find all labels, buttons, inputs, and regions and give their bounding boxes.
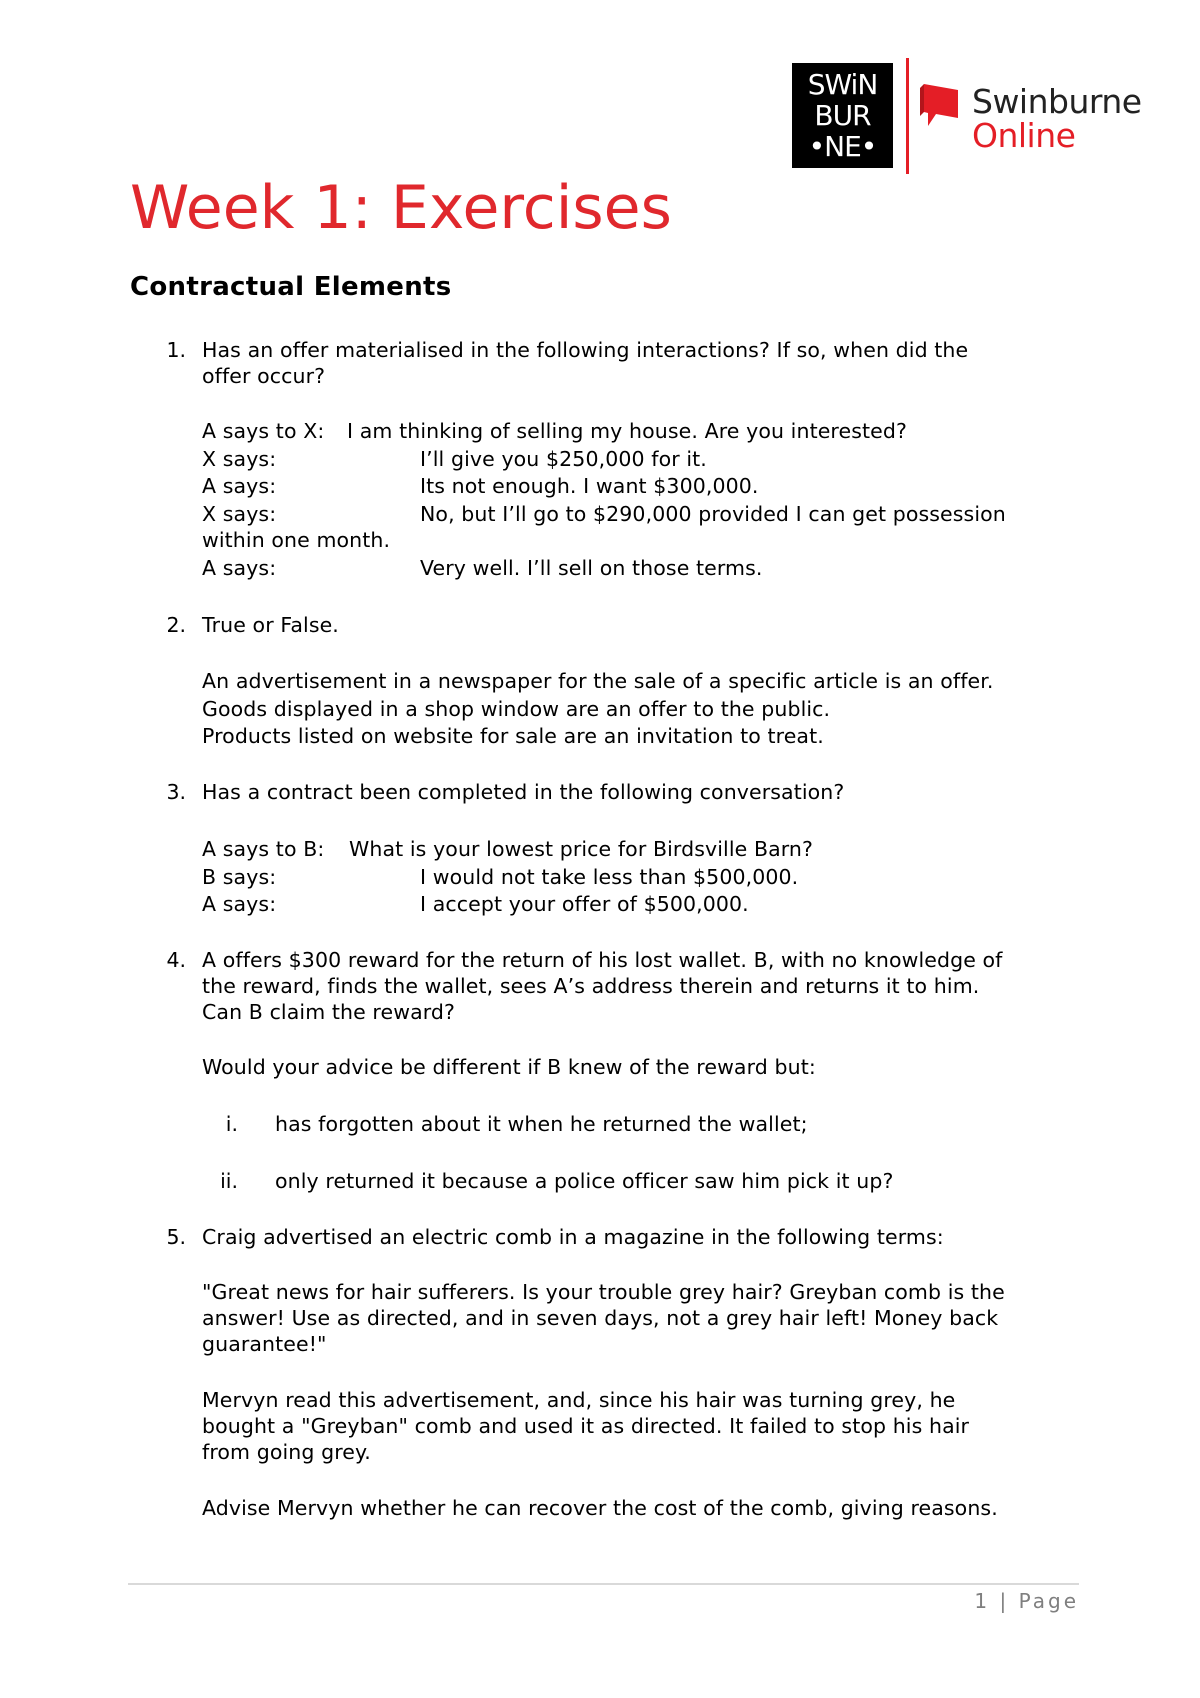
question-4-text-cont: the reward, finds the wallet, sees A’s address therein and returns it to him.	[202, 974, 980, 998]
question-5-text: Craig advertised an electric comb in a magazine in the following terms:	[202, 1225, 944, 1249]
logo-line-1: SWiN	[807, 68, 878, 101]
logo-divider	[906, 58, 909, 174]
question-3-number: 3.	[166, 780, 186, 804]
statement: An advertisement in a newspaper for the sale of a specific article is an offer.	[202, 669, 994, 693]
brand-name-line-2: Online	[972, 116, 1076, 155]
dialogue-line: I’ll give you $250,000 for it.	[420, 447, 707, 471]
question-4-text-cont: Can B claim the reward?	[202, 1000, 456, 1024]
dialogue-speaker: X says:	[202, 447, 277, 471]
question-1-number: 1.	[166, 338, 186, 362]
sub-item-number: i.	[225, 1112, 238, 1136]
dialogue-speaker: X says:	[202, 502, 277, 526]
page-number: 1	[974, 1589, 991, 1613]
scenario-text: Mervyn read this advertisement, and, since his hair was turning grey, he	[202, 1388, 956, 1412]
advertisement-quote-cont: answer! Use as directed, and in seven days, not a grey hair left! Money back	[202, 1306, 999, 1330]
dialogue-line: Its not enough. I want $300,000.	[420, 474, 759, 498]
sub-item-text: has forgotten about it when he returned the wallet;	[275, 1112, 808, 1136]
speech-bubble-icon	[918, 82, 962, 130]
footer-divider	[128, 1583, 1079, 1585]
question-1-text: Has an offer materialised in the following interactions? If so, when did the	[202, 338, 969, 362]
logo-line-3: •NE•	[808, 130, 877, 163]
question-4-text: A offers $300 reward for the return of his lost wallet. B, with no knowledge of	[202, 948, 1003, 972]
question-2-number: 2.	[166, 613, 186, 637]
dialogue-line: I would not take less than $500,000.	[420, 865, 799, 889]
swinburne-logo-mark	[792, 63, 893, 168]
dialogue-speaker: A says:	[202, 474, 277, 498]
question-1-text-cont: offer occur?	[202, 364, 326, 388]
dialogue-speaker: A says to B:	[202, 837, 325, 861]
question-5-number: 5.	[166, 1225, 186, 1249]
dialogue-line: What is your lowest price for Birdsville Barn?	[349, 837, 814, 861]
page-label: Page	[1018, 1589, 1079, 1613]
question-2-text: True or False.	[202, 613, 339, 637]
sub-item-number: ii.	[220, 1169, 238, 1193]
section-heading: Contractual Elements	[130, 272, 452, 302]
dialogue-speaker: A says:	[202, 892, 277, 916]
brand-name-line-1: Swinburne	[972, 82, 1142, 121]
statement: Goods displayed in a shop window are an offer to the public.	[202, 697, 831, 721]
scenario-text-cont: from going grey.	[202, 1440, 371, 1464]
dialogue-line-cont: within one month.	[202, 528, 391, 552]
question-3-text: Has a contract been completed in the following conversation?	[202, 780, 845, 804]
dialogue-speaker: A says to X:	[202, 419, 325, 443]
statement: Products listed on website for sale are an invitation to treat.	[202, 724, 824, 748]
follow-up-text: Would your advice be different if B knew of the reward but:	[202, 1055, 816, 1079]
dialogue-speaker: A says:	[202, 556, 277, 580]
logo-line-2: BUR	[814, 99, 871, 132]
footer-separator: |	[999, 1589, 1010, 1613]
scenario-text-cont: bought a "Greyban" comb and used it as directed. It failed to stop his hair	[202, 1414, 970, 1438]
sub-item-text: only returned it because a police officer saw him pick it up?	[275, 1169, 894, 1193]
page-title: Week 1: Exercises	[130, 173, 672, 243]
dialogue-speaker: B says:	[202, 865, 277, 889]
question-4-number: 4.	[166, 948, 186, 972]
dialogue-line: Very well. I’ll sell on those terms.	[420, 556, 763, 580]
dialogue-line: I accept your offer of $500,000.	[420, 892, 749, 916]
instruction-text: Advise Mervyn whether he can recover the cost of the comb, giving reasons.	[202, 1496, 998, 1520]
dialogue-line: No, but I’ll go to $290,000 provided I can get possession	[420, 502, 1006, 526]
advertisement-quote: "Great news for hair sufferers. Is your trouble grey hair? Greyban comb is the	[202, 1280, 1005, 1304]
advertisement-quote-cont: guarantee!"	[202, 1332, 327, 1356]
dialogue-line: I am thinking of selling my house. Are you interested?	[347, 419, 907, 443]
page-footer	[974, 1588, 1079, 1614]
